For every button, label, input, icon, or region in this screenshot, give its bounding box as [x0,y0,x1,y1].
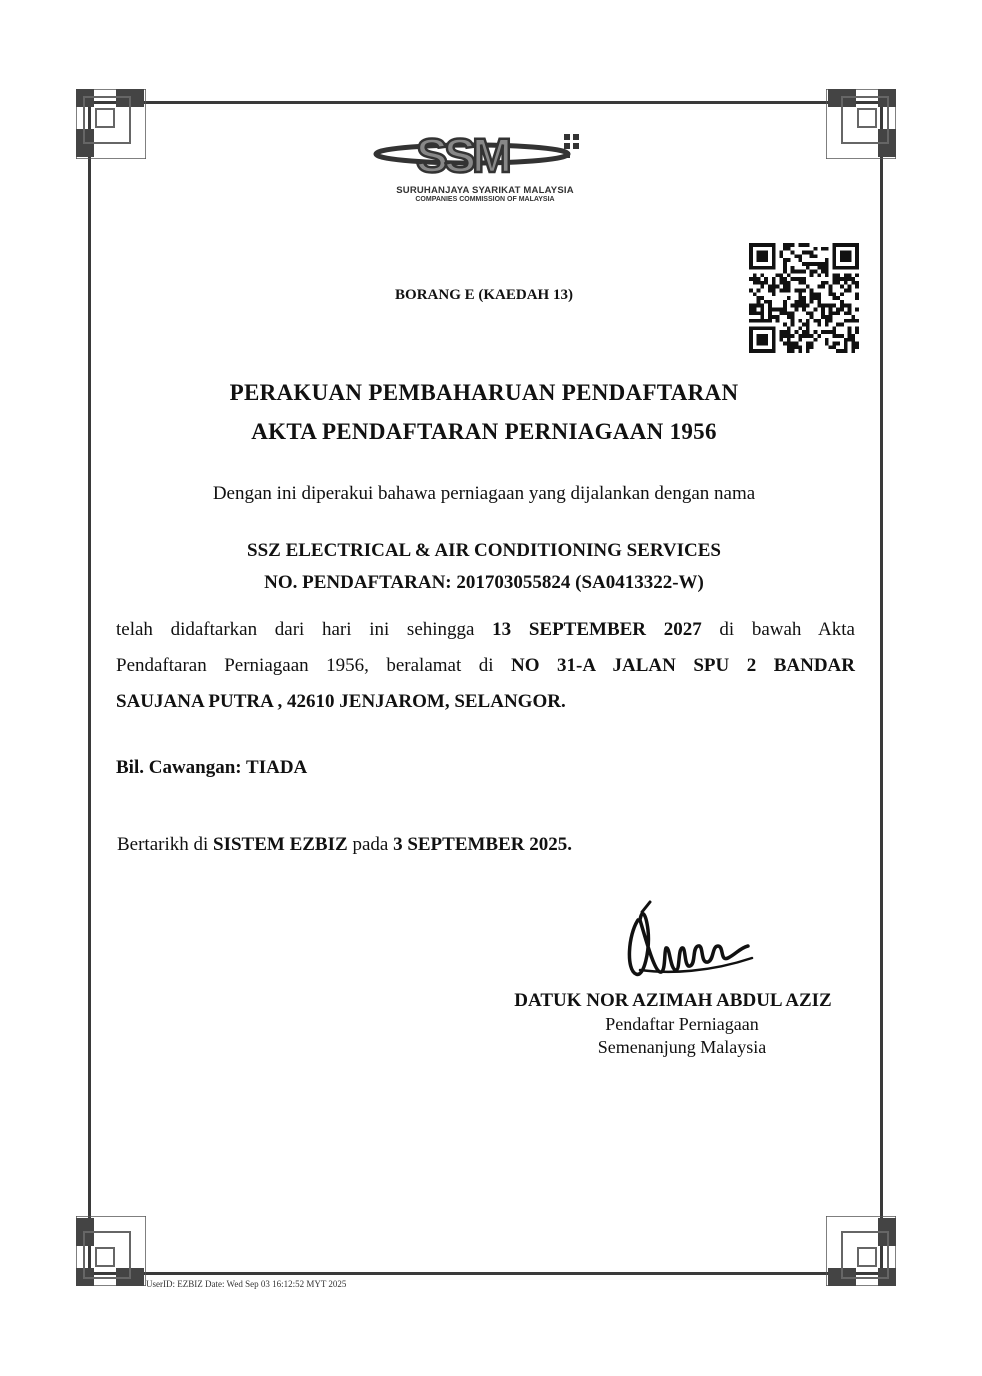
business-name: SSZ ELECTRICAL & AIR CONDITIONING SERVICES [247,540,721,561]
corner-ornament-icon [76,1216,146,1286]
intro-statement: Dengan ini diperakui bahawa perniagaan yang dijalankan dengan nama [212,483,756,504]
dated-statement [117,834,572,856]
svg-text:SSM: SSM [416,130,509,183]
signature [620,900,760,985]
business-address: NO 31-A JALAN SPU 2 BANDAR [511,655,856,676]
branch-count: Bil. Cawangan: TIADA [116,757,308,778]
ssm-logo-icon [372,128,598,190]
signatory-title: Pendaftar Perniagaan [605,1014,759,1034]
signature-icon [620,900,760,985]
certificate-title-line1: PERAKUAN PEMBAHARUAN PENDAFTARAN [229,380,739,405]
form-reference: BORANG E (KAEDAH 13) [395,287,573,303]
dated-system: SISTEM EZBIZ [213,834,348,855]
dated-date: 3 SEPTEMBER 2025. [393,834,573,855]
qr-code [749,243,859,353]
body-text: Pendaftaran Perniagaan 1956, beralamat di [116,655,512,676]
footer-user-stamp: UserID: EZBIZ Date: Wed Sep 03 16:12:52 MYT 2025 [146,1279,347,1289]
body-text: telah didaftarkan dari hari ini sehingga [116,619,493,640]
corner-ornament-icon [76,89,146,159]
ssm-logo [372,128,598,208]
registration-number: NO. PENDAFTARAN: 201703055824 (SA0413322-W) [264,572,704,593]
dated-prefix: Bertarikh di [117,834,214,855]
dated-middle: pada [347,834,394,855]
corner-ornament-icon [826,89,896,159]
signatory-region: Semenanjung Malaysia [597,1037,767,1057]
body-line-1 [116,619,855,641]
qr-code-icon [749,243,859,353]
certificate-title-line2: AKTA PENDAFTARAN PERNIAGAAN 1956 [251,419,717,444]
expiry-date: 13 SEPTEMBER 2027 [492,619,702,640]
corner-ornament-icon [826,1216,896,1286]
logo-name-malay: SURUHANJAYA SYARIKAT MALAYSIA [396,185,574,196]
signatory-name: DATUK NOR AZIMAH ABDUL AZIZ [514,990,832,1011]
logo-name-english: COMPANIES COMMISSION OF MALAYSIA [415,196,555,203]
body-line-2 [116,655,855,677]
body-text: di bawah Akta [701,619,855,640]
business-address-line2: SAUJANA PUTRA , 42610 JENJAROM, SELANGOR. [116,691,566,712]
